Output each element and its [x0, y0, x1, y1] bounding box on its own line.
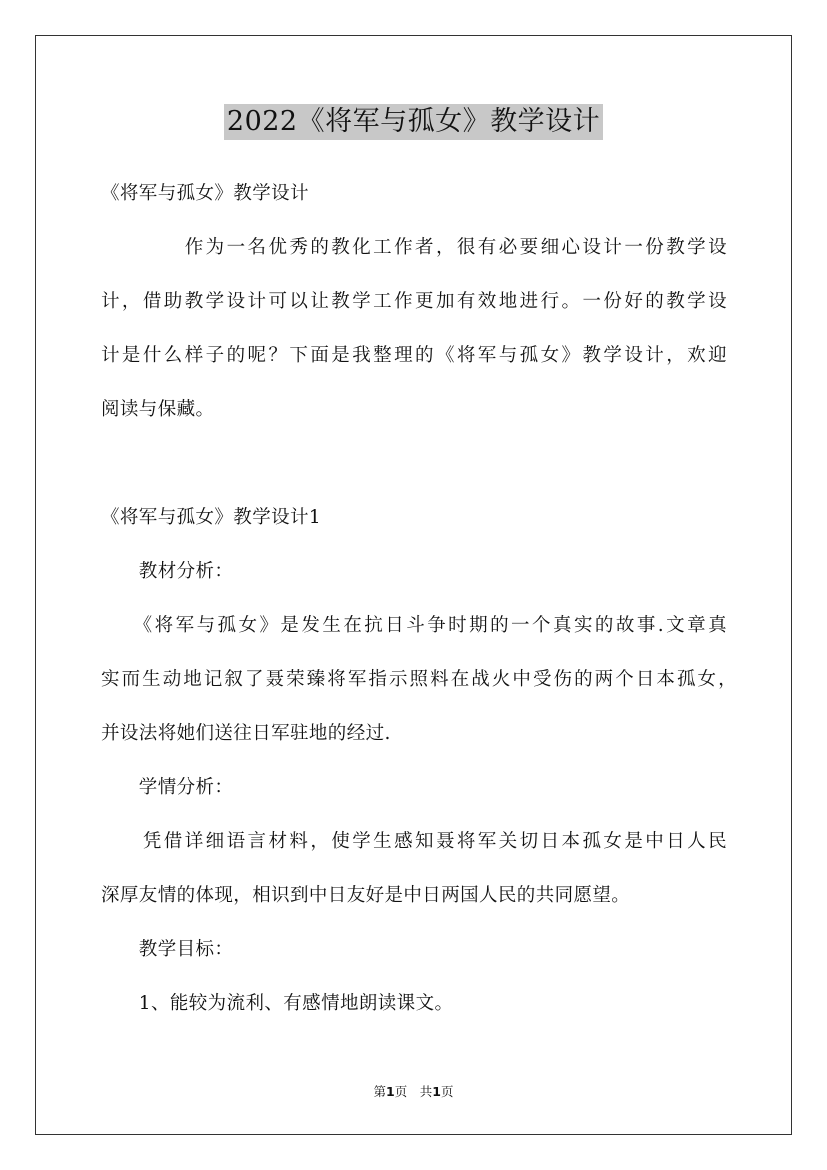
section-label: 教材分析： — [101, 561, 234, 582]
paragraph-line: 作为一名优秀的教化工作者，很有必要细心设计一份教学设 — [101, 237, 727, 258]
footer-total-suffix: 页 — [440, 1084, 454, 1099]
section-label: 学情分析： — [101, 777, 234, 798]
section-heading: 《将军与孤女》教学设计1 — [101, 507, 322, 528]
footer-total-number: 1 — [432, 1084, 441, 1099]
subtitle-line: 《将军与孤女》教学设计 — [101, 183, 309, 204]
section-label: 教学目标： — [101, 939, 234, 960]
title-container — [0, 104, 827, 140]
paragraph-line: 计，借助教学设计可以让教学工作更加有效地进行。一份好的教学设 — [101, 291, 727, 312]
paragraph-line: 计是什么样子的呢？下面是我整理的《将军与孤女》教学设计，欢迎 — [101, 345, 727, 366]
footer-page-suffix: 页 共 — [394, 1084, 433, 1099]
paragraph-line: 《将军与孤女》是发生在抗日斗争时期的一个真实的故事.文章真 — [101, 615, 727, 636]
paragraph-line: 并设法将她们送往日军驻地的经过. — [101, 723, 391, 744]
document-title: 2022《将军与孤女》教学设计 — [224, 104, 603, 140]
footer-page-prefix: 第 — [373, 1084, 387, 1099]
page-footer — [0, 1084, 827, 1100]
paragraph-line: 深厚友情的体现，相识到中日友好是中日两国人民的共同愿望。 — [101, 885, 631, 906]
paragraph-line: 凭借详细语言材料，使学生感知聂将军关切日本孤女是中日人民 — [101, 831, 727, 852]
footer-page-number: 1 — [386, 1084, 395, 1099]
paragraph-line: 阅读与保藏。 — [101, 399, 215, 420]
list-item: 1、能较为流利、有感情地朗读课文。 — [101, 993, 454, 1014]
paragraph-line: 实而生动地记叙了聂荣臻将军指示照料在战火中受伤的两个日本孤女， — [101, 669, 737, 690]
